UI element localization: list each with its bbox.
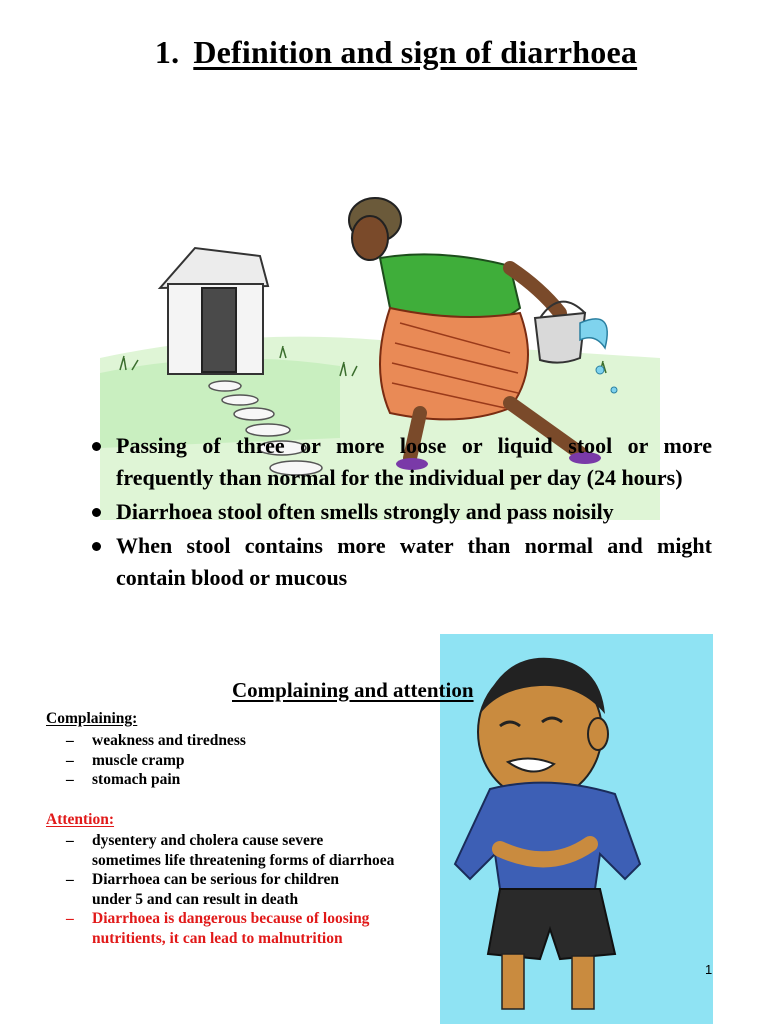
- list-item: – muscle cramp: [66, 751, 185, 769]
- page-number: 1: [705, 962, 713, 977]
- complaining-list: [66, 731, 246, 790]
- list-item: – weakness and tiredness: [66, 732, 246, 749]
- definition-bullet-list: [90, 430, 712, 596]
- page-title: [0, 34, 768, 71]
- list-item: – dysentery and cholera cause severe sometimes life threatening forms of diarrhoea: [66, 832, 395, 869]
- boy-with-stomach-pain-illustration: [440, 634, 713, 1024]
- title-text: Definition and sign of diarrhoea: [193, 34, 638, 70]
- attention-label: Attention:: [46, 811, 115, 828]
- list-item: – Diarrhoea can be serious for children under 5 and can result in death: [66, 871, 339, 908]
- list-item: – Diarrhoea is dangerous because of loosing nutritients, it can lead to malnutrition: [66, 910, 370, 947]
- title-number: 1.: [154, 34, 180, 70]
- attention-list: [66, 831, 394, 948]
- complaining-label: Complaining:: [46, 710, 138, 727]
- bullet-item: Diarrhoea stool often smells strongly and pass noisily: [90, 496, 712, 528]
- section-heading: Complaining and attention: [232, 678, 474, 702]
- bullet-item: When stool contains more water than normal and might contain blood or mucous: [90, 530, 712, 594]
- list-item: – stomach pain: [66, 771, 181, 788]
- bullet-item: Passing of three or more loose or liquid stool or more frequently than normal for the individual per day (24 hours): [90, 430, 712, 494]
